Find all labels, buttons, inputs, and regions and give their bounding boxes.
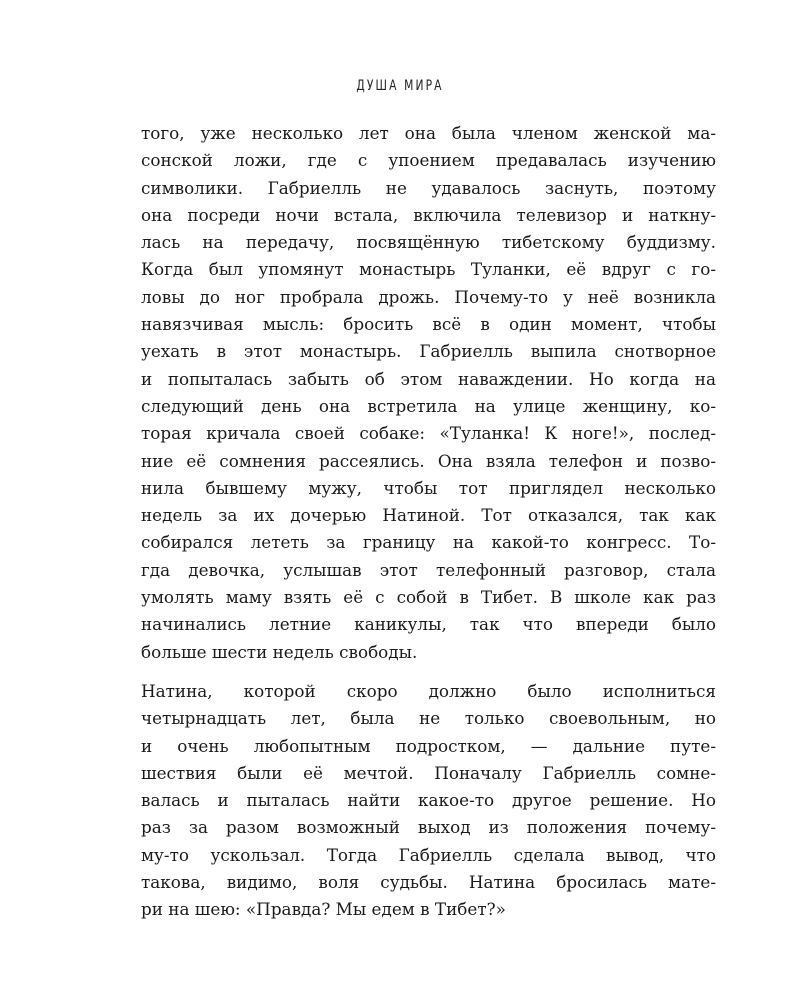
text-line: больше шести недель свободы. xyxy=(141,641,418,662)
page-body xyxy=(141,120,716,924)
text-line: му-то ускользал. Тогда Габриелль сделала вывод, что xyxy=(141,844,716,865)
text-line: символики. Габриелль не удавалось заснуть, поэтому xyxy=(141,177,716,198)
text-line: Когда был упомянут монастырь Туланки, её вдруг с го- xyxy=(141,259,716,280)
text-line: Натина, которой скоро должно было исполниться xyxy=(141,680,716,701)
text-line: следующий день она встретила на улице женщину, ко- xyxy=(141,395,716,416)
text-line: лась на передачу, посвящённую тибетскому буддизму. xyxy=(141,232,716,253)
text-line: такова, видимо, воля судьбы. Натина бросилась мате- xyxy=(141,872,716,893)
running-head: ДУША МИРА xyxy=(356,78,444,94)
text-line: она посреди ночи встала, включила телевизор и наткну- xyxy=(141,204,716,225)
text-line: собирался лететь за границу на какой-то конгресс. То- xyxy=(141,532,716,553)
text-line: ри на шею: «Правда? Мы едем в Тибет?» xyxy=(141,899,506,920)
text-line: уехать в этот монастырь. Габриелль выпила снотворное xyxy=(141,341,716,362)
text-line: сонской ложи, где с упоением предавалась изучению xyxy=(141,150,716,171)
text-line: начинались летние каникулы, так что впереди было xyxy=(141,614,716,635)
text-line: ловы до ног пробрала дрожь. Почему-то у неё возникла xyxy=(141,286,716,307)
text-line: того, уже несколько лет она была членом женской ма- xyxy=(141,123,716,143)
paragraph-1 xyxy=(141,120,716,666)
text-line: нила бывшему мужу, чтобы тот приглядел несколько xyxy=(141,477,716,498)
paragraph-2 xyxy=(141,678,716,924)
text-line: шествия были её мечтой. Поначалу Габриелль сомне- xyxy=(141,762,716,783)
text-line: раз за разом возможный выход из положения почему- xyxy=(141,817,716,838)
text-line: и очень любопытным подростком, — дальние путе- xyxy=(141,735,716,756)
text-line: навязчивая мысль: бросить всё в один момент, чтобы xyxy=(141,314,716,335)
text-line: умолять маму взять её с собой в Тибет. В школе как раз xyxy=(141,587,716,608)
paragraph-gap xyxy=(141,666,716,678)
text-line: четырнадцать лет, была не только своевольным, но xyxy=(141,708,716,729)
text-line: торая кричала своей собаке: «Туланка! К ноге!», послед- xyxy=(141,423,716,444)
text-line: валась и пыталась найти какое-то другое решение. Но xyxy=(141,790,716,811)
text-line: недель за их дочерью Натиной. Тот отказался, так как xyxy=(141,505,716,526)
text-line: и попыталась забыть об этом наваждении. Но когда на xyxy=(141,368,716,389)
text-line: гда девочка, услышав этот телефонный разговор, стала xyxy=(141,559,716,580)
text-line: ние её сомнения рассеялись. Она взяла телефон и позво- xyxy=(141,450,716,471)
